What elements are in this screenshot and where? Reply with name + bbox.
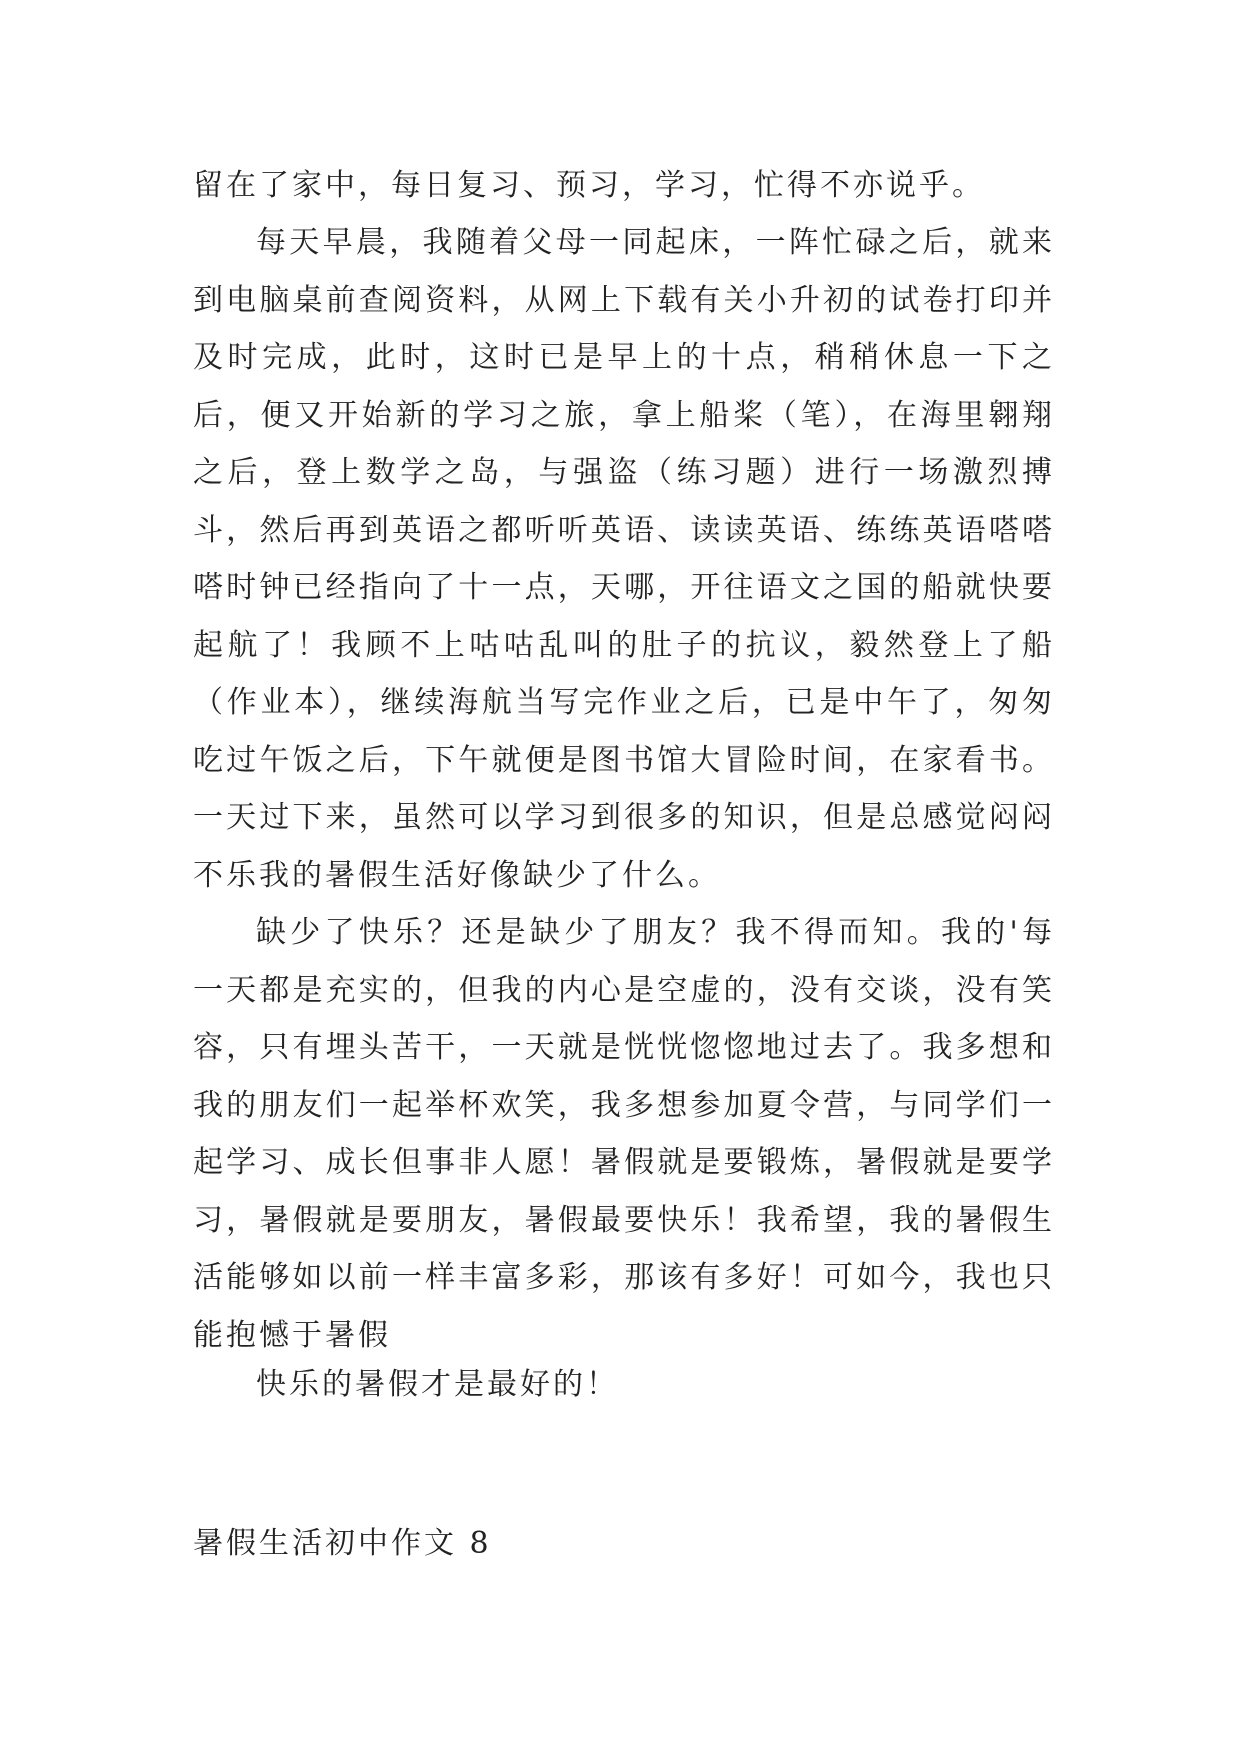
paragraph-1: 留在了家中，每日复习、预习，学习，忙得不亦说乎。 <box>193 168 985 203</box>
paragraph-3: 缺少了快乐？还是缺少了朋友？我不得而知。我的'每一天都是充实的，但我的内心是空虚的，没有交谈，没有笑容，只有埋头苦干，一天就是恍恍惚惚地过去了。我多想和我的朋友们一起举杯欢笑，我多想参加夏令营，与同学们一起学习、成长但事非人愿！暑假就是要锻炼，暑假就是要学习，暑假就是要朋友，暑假最要快乐！我希望，我的暑假生活能够如以前一样丰富多彩，那该有多好！可如今，我也只能抱憾于暑假 <box>193 915 1055 1353</box>
paragraph-2: 每天早晨，我随着父母一同起床，一阵忙碌之后，就来到电脑桌前查阅资料，从网上下载有关小升初的试卷打印并及时完成，此时，这时已是早上的十点，稍稍休息一下之后，便又开始新的学习之旅，拿上船桨（笔），在海里翱翔之后，登上数学之岛，与强盗（练习题）进行一场激烈搏斗，然后再到英语之都听听英语、读读英语、练练英语嗒嗒嗒时钟已经指向了十一点，天哪，开往语文之国的船就快要起航了！我顾不上咕咕乱叫的肚子的抗议，毅然登上了船（作业本），继续海航当写完作业之后，已是中午了，匆匆吃过午饭之后，下午就便是图书馆大冒险时间，在家看书。一天过下来，虽然可以学习到很多的知识，但是总感觉闷闷不乐我的暑假生活好像缺少了什么。 <box>193 225 1055 893</box>
paragraph-4: 快乐的暑假才是最好的！ <box>256 1367 619 1402</box>
section-heading: 暑假生活初中作文 8 <box>193 1526 492 1561</box>
